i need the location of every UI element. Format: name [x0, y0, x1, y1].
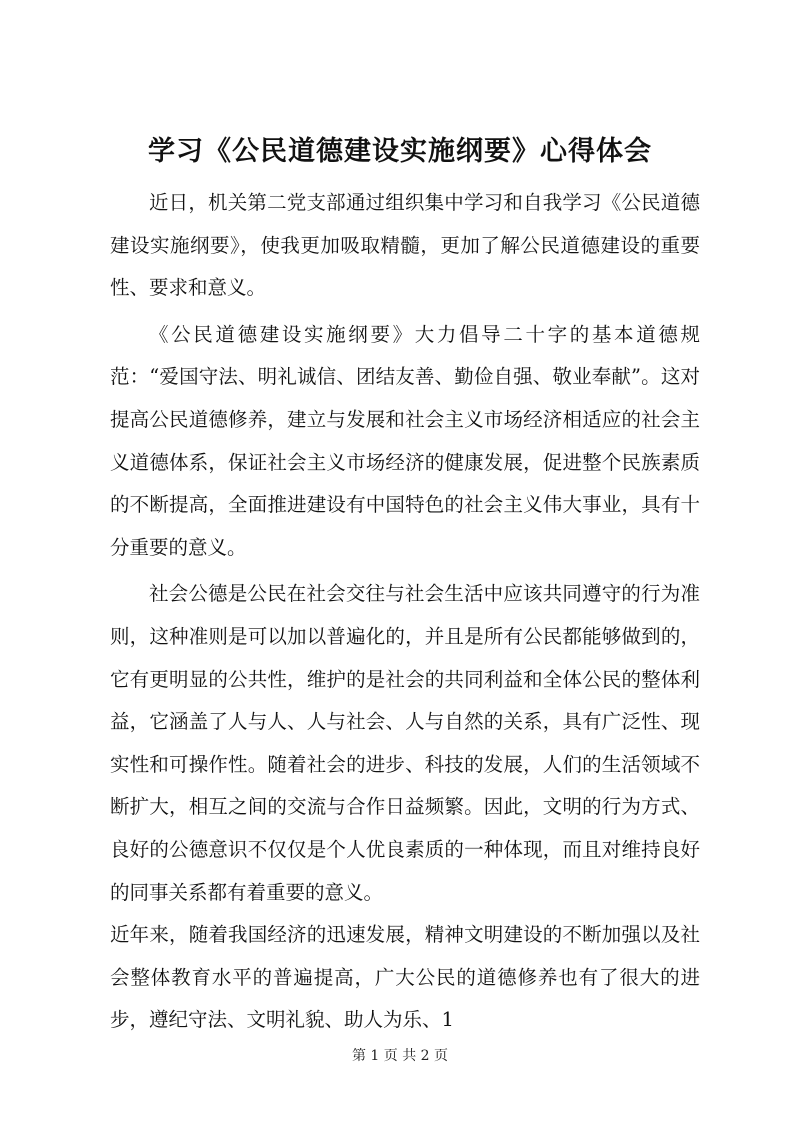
- paragraph-recent-years: 近年来，随着我国经济的迅速发展，精神文明建设的不断加强以及社会整体教育水平的普遍提高，广大公民的道德修养也有了很大的进步，遵纪守法、文明礼貌、助人为乐、1: [110, 923, 700, 1032]
- document-body: [110, 182, 700, 1042]
- paragraph-social-ethics: 社会公德是公民在社会交往与社会生活中应该共同遵守的行为准则，这种准则是可以加以普遍化的，并且是所有公民都能够做到的，它有更明显的公共性，维护的是社会的共同利益和全体公民的整体利益，它涵盖了人与人、人与社会、人与自然的关系，具有广泛性、现实性和可操作性。随着社会的进步、科技的发展，人们的生活领域不断扩大，相互之间的交流与合作日益频繁。因此，文明的行为方式、良好的公德意识不仅仅是个人优良素质的一种体现，而且对维持良好的同事关系都有着重要的意义。: [110, 582, 700, 904]
- paragraph-moral-norms: 《公民道德建设实施纲要》大力倡导二十字的基本道德规范：“爱国守法、明礼诚信、团结友善、勤俭自强、敬业奉献”。这对提高公民道德修养，建立与发展和社会主义市场经济相适应的社会主义道德体系，保证社会主义市场经济的健康发展，促进整个民族素质的不断提高，全面推进建设有中国特色的社会主义伟大事业，具有十分重要的意义。: [110, 322, 700, 559]
- document-title: 学习《公民道德建设实施纲要》心得体会: [148, 136, 652, 167]
- paragraph-intro: 近日，机关第二党支部通过组织集中学习和自我学习《公民道德建设实施纲要》，使我更加吸取精髓，更加了解公民道德建设的重要性、要求和意义。: [110, 191, 700, 300]
- page-footer: 第 1 页 共 2 页: [351, 1048, 449, 1064]
